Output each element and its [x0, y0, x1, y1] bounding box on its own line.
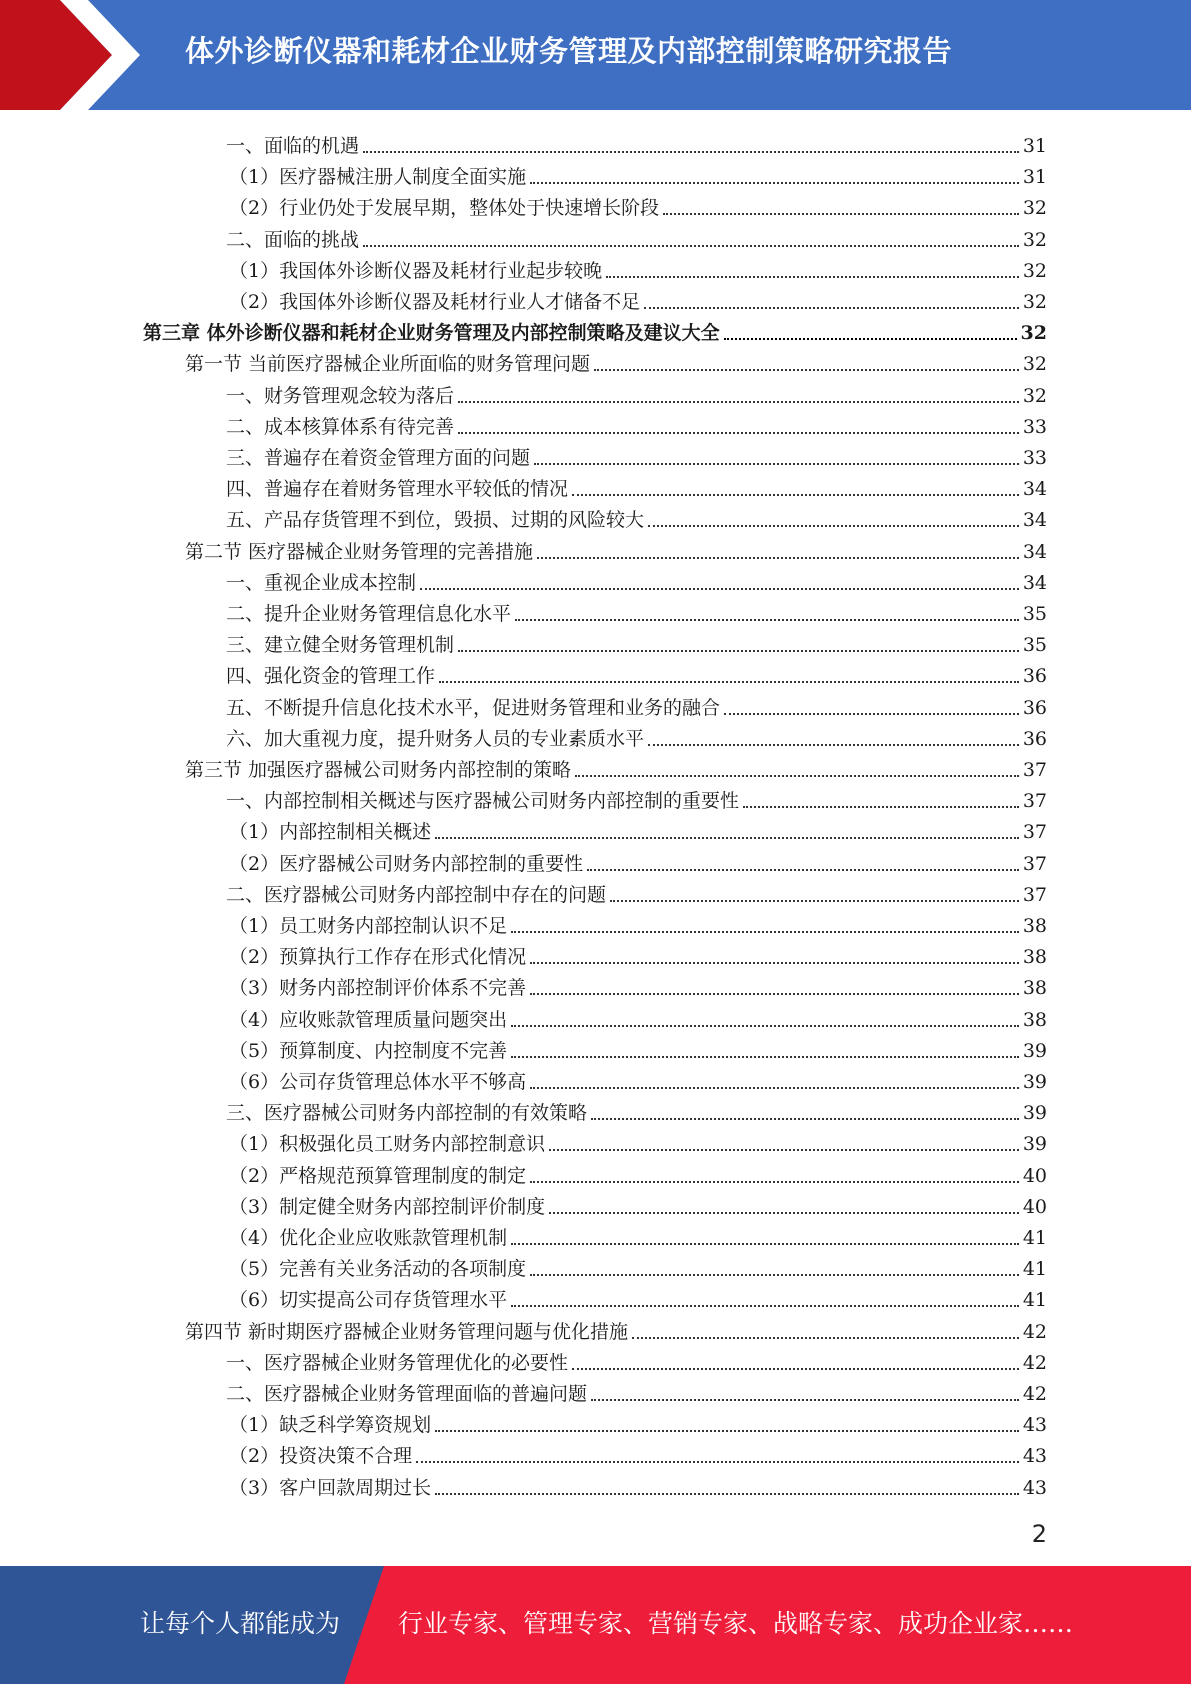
toc-entry[interactable] — [226, 1094, 1047, 1125]
toc-entry[interactable] — [229, 938, 1047, 969]
toc-entry[interactable] — [229, 252, 1047, 283]
toc-entry-label: （3）制定健全财务内部控制评价制度 — [229, 1195, 546, 1218]
toc-entry-label: （2）投资决策不合理 — [229, 1445, 413, 1468]
toc-leader-dots — [632, 1336, 1019, 1339]
toc-entry[interactable] — [226, 720, 1047, 751]
toc-leader-dots — [606, 275, 1019, 278]
toc-entry[interactable] — [229, 1219, 1047, 1250]
toc-leader-dots — [511, 1024, 1019, 1027]
toc-entry-page: 37 — [1022, 759, 1047, 781]
toc-entry[interactable] — [229, 189, 1047, 220]
toc-entry[interactable] — [229, 1406, 1047, 1437]
toc-entry-label: （3）客户回款周期过长 — [229, 1476, 432, 1499]
toc-entry-label: 第二节 医疗器械企业财务管理的完善措施 — [185, 540, 534, 563]
toc-entry-page: 41 — [1022, 1258, 1047, 1281]
toc-entry[interactable] — [226, 408, 1047, 439]
toc-entry[interactable] — [229, 1250, 1047, 1281]
toc-entry-label: 一、医疗器械企业财务管理优化的必要性 — [226, 1351, 569, 1374]
toc-entry-label: 一、财务管理观念较为落后 — [226, 384, 455, 407]
toc-leader-dots — [549, 1148, 1019, 1151]
toc-entry[interactable] — [226, 876, 1047, 907]
report-title: 体外诊断仪器和耗材企业财务管理及内部控制策略研究报告 — [185, 34, 953, 68]
toc-leader-dots — [530, 1086, 1019, 1089]
toc-entry-label: （1）员工财务内部控制认识不足 — [229, 915, 508, 937]
toc-entry-page: 34 — [1022, 509, 1047, 532]
toc-entry-label: （1）积极强化员工财务内部控制意识 — [229, 1133, 546, 1156]
toc-entry[interactable] — [185, 1313, 1047, 1344]
toc-entry-page: 37 — [1022, 883, 1047, 906]
toc-entry-page: 43 — [1022, 1476, 1047, 1499]
toc-leader-dots — [416, 1460, 1019, 1463]
toc-entry-page: 43 — [1022, 1445, 1047, 1468]
toc-entry-label: 一、重视企业成本控制 — [226, 571, 417, 594]
toc-leader-dots — [648, 524, 1019, 527]
toc-entry-label: （2）严格规范预算管理制度的制定 — [229, 1164, 527, 1187]
toc-leader-dots — [439, 680, 1019, 683]
toc-entry-page: 36 — [1022, 665, 1047, 688]
toc-leader-dots — [575, 774, 1019, 777]
toc-leader-dots — [435, 1492, 1019, 1495]
toc-entry[interactable] — [229, 1437, 1047, 1468]
toc-entry[interactable] — [229, 1032, 1047, 1063]
toc-leader-dots — [530, 961, 1019, 964]
toc-entry-label: 五、产品存货管理不到位，毁损、过期的风险较大 — [226, 509, 645, 532]
toc-entry-label: （4）优化企业应收账款管理机制 — [229, 1227, 508, 1249]
toc-entry-page: 31 — [1022, 166, 1047, 189]
toc-entry-page: 36 — [1022, 696, 1047, 719]
toc-leader-dots — [530, 1273, 1019, 1276]
toc-entry-label: 五、不断提升信息化技术水平，促进财务管理和业务的融合 — [226, 696, 721, 719]
toc-leader-dots — [435, 836, 1019, 839]
toc-leader-dots — [363, 244, 1019, 247]
toc-entry-label: 第三节 加强医疗器械公司财务内部控制的策略 — [185, 759, 572, 781]
toc-entry-label: 二、医疗器械公司财务内部控制中存在的问题 — [226, 883, 607, 906]
toc-entry-page: 38 — [1022, 977, 1047, 1000]
toc-entry-page: 32 — [1022, 291, 1047, 313]
toc-entry-page: 35 — [1022, 634, 1047, 657]
footer-slogan-right: 行业专家、管理专家、营销专家、战略专家、成功企业家…… — [398, 1609, 1074, 1638]
toc-entry-label: 第四节 新时期医疗器械企业财务管理问题与优化措施 — [185, 1320, 629, 1343]
toc-entry-page: 41 — [1022, 1289, 1047, 1312]
toc-entry-page: 41 — [1022, 1227, 1047, 1249]
toc-entry-label: （2）我国体外诊断仪器及耗材行业人才储备不足 — [229, 291, 641, 313]
toc-entry-page: 33 — [1022, 447, 1047, 469]
toc-leader-dots — [648, 743, 1019, 746]
toc-entry-page: 37 — [1022, 790, 1047, 813]
toc-leader-dots — [591, 1398, 1019, 1401]
toc-entry[interactable] — [229, 283, 1047, 314]
toc-entry-label: 二、提升企业财务管理信息化水平 — [226, 603, 512, 625]
toc-entry-label: 一、内部控制相关概述与医疗器械公司财务内部控制的重要性 — [226, 790, 740, 813]
toc-entry[interactable] — [229, 845, 1047, 876]
toc-entry-page: 40 — [1022, 1164, 1047, 1187]
toc-entry-page: 38 — [1022, 915, 1047, 937]
toc-entry-page: 34 — [1022, 540, 1047, 563]
toc-entry[interactable] — [229, 813, 1047, 844]
toc-leader-dots — [572, 493, 1019, 496]
toc-entry[interactable] — [226, 1375, 1047, 1406]
toc-leader-dots — [644, 306, 1019, 309]
toc-leader-dots — [724, 337, 1017, 340]
toc-entry-page: 42 — [1022, 1351, 1047, 1374]
toc-entry[interactable] — [229, 1001, 1047, 1032]
toc-entry-page: 42 — [1022, 1383, 1047, 1405]
toc-entry-page: 36 — [1022, 727, 1047, 750]
toc-entry[interactable] — [143, 314, 1047, 345]
toc-entry-page: 32 — [1022, 197, 1047, 220]
toc-entry-label: （2）医疗器械公司财务内部控制的重要性 — [229, 852, 584, 875]
toc-entry-label: （5）完善有关业务活动的各项制度 — [229, 1258, 527, 1281]
toc-entry[interactable] — [226, 470, 1047, 501]
toc-entry-page: 31 — [1022, 135, 1047, 157]
toc-entry-label: 第三章 体外诊断仪器和耗材企业财务管理及内部控制策略及建议大全 — [143, 322, 720, 345]
toc-entry-page: 39 — [1022, 1039, 1047, 1062]
toc-leader-dots — [458, 400, 1019, 403]
toc-entry[interactable] — [229, 1281, 1047, 1312]
toc-entry-page: 32 — [1022, 353, 1047, 376]
toc-entry-page: 35 — [1022, 603, 1047, 625]
toc-leader-dots — [435, 1429, 1019, 1432]
toc-entry-label: 三、医疗器械公司财务内部控制的有效策略 — [226, 1102, 588, 1125]
toc-entry[interactable] — [229, 1469, 1047, 1500]
toc-leader-dots — [511, 930, 1019, 933]
toc-entry[interactable] — [226, 1344, 1047, 1375]
toc-leader-dots — [594, 368, 1019, 371]
toc-entry-page: 32 — [1022, 384, 1047, 407]
toc-entry[interactable] — [229, 907, 1047, 938]
toc-entry[interactable] — [226, 127, 1047, 158]
footer-banner — [0, 1566, 1191, 1684]
toc-entry[interactable] — [185, 533, 1047, 564]
toc-entry-label: 四、强化资金的管理工作 — [226, 665, 436, 688]
toc-leader-dots — [549, 1211, 1019, 1214]
toc-entry-page: 43 — [1022, 1414, 1047, 1437]
toc-entry-label: （2）预算执行工作存在形式化情况 — [229, 946, 527, 969]
toc-entry[interactable] — [229, 1063, 1047, 1094]
toc-entry-page: 39 — [1022, 1071, 1047, 1093]
toc-entry-label: 二、面临的挑战 — [226, 228, 360, 251]
toc-entry[interactable] — [226, 626, 1047, 657]
toc-entry[interactable] — [226, 595, 1047, 626]
toc-entry-label: 一、面临的机遇 — [226, 135, 360, 157]
toc-entry-page: 32 — [1022, 259, 1047, 282]
toc-entry[interactable] — [226, 657, 1047, 688]
toc-leader-dots — [587, 868, 1019, 871]
header-banner — [0, 0, 1191, 110]
toc-entry-label: （4）应收账款管理质量问题突出 — [229, 1008, 508, 1031]
toc-entry-label: 二、成本核算体系有待完善 — [226, 415, 455, 438]
toc-entry-page: 37 — [1022, 821, 1047, 844]
toc-entry-label: 六、加大重视力度，提升财务人员的专业素质水平 — [226, 727, 645, 750]
toc-entry-page: 33 — [1022, 415, 1047, 438]
toc-entry-label: 二、医疗器械企业财务管理面临的普遍问题 — [226, 1383, 588, 1405]
toc-leader-dots — [420, 587, 1019, 590]
toc-leader-dots — [610, 899, 1019, 902]
toc-entry-label: （2）行业仍处于发展早期，整体处于快速增长阶段 — [229, 197, 660, 220]
toc-entry[interactable] — [226, 689, 1047, 720]
toc-entry-label: 四、普遍存在着财务管理水平较低的情况 — [226, 478, 569, 501]
toc-entry-page: 38 — [1022, 946, 1047, 969]
toc-leader-dots — [511, 1304, 1019, 1307]
toc-entry-page: 38 — [1022, 1008, 1047, 1031]
toc-leader-dots — [591, 1117, 1019, 1120]
toc-entry[interactable] — [229, 158, 1047, 189]
toc-entry[interactable] — [229, 1157, 1047, 1188]
toc-entry-label: 第一节 当前医疗器械企业所面临的财务管理问题 — [185, 353, 591, 376]
toc-leader-dots — [537, 556, 1019, 559]
toc-leader-dots — [530, 181, 1019, 184]
toc-entry[interactable] — [226, 221, 1047, 252]
toc-leader-dots — [458, 649, 1019, 652]
toc-entry-page: 39 — [1022, 1133, 1047, 1156]
toc-entry[interactable] — [185, 345, 1047, 376]
toc-leader-dots — [511, 1242, 1019, 1245]
toc-entry-label: 三、建立健全财务管理机制 — [226, 634, 455, 657]
toc-entry-label: （1）内部控制相关概述 — [229, 821, 432, 844]
page-number: 2 — [1031, 1520, 1047, 1548]
toc-leader-dots — [515, 618, 1019, 621]
toc-entry-page: 32 — [1022, 228, 1047, 251]
toc-entry-page: 42 — [1022, 1320, 1047, 1343]
toc-entry[interactable] — [229, 969, 1047, 1000]
toc-leader-dots — [724, 712, 1019, 715]
toc-entry[interactable] — [185, 751, 1047, 782]
toc-leader-dots — [534, 462, 1019, 465]
toc-leader-dots — [530, 992, 1019, 995]
toc-entry[interactable] — [226, 782, 1047, 813]
toc-leader-dots — [363, 150, 1019, 153]
toc-entry-page: 37 — [1022, 852, 1047, 875]
toc-leader-dots — [663, 212, 1019, 215]
toc-entry[interactable] — [226, 564, 1047, 595]
toc-entry[interactable] — [226, 377, 1047, 408]
toc-entry-label: （6）切实提高公司存货管理水平 — [229, 1289, 508, 1312]
toc-entry-label: 三、普遍存在着资金管理方面的问题 — [226, 447, 531, 469]
toc-entry-label: （1）医疗器械注册人制度全面实施 — [229, 166, 527, 189]
toc-leader-dots — [530, 1180, 1019, 1183]
toc-entry[interactable] — [229, 1188, 1047, 1219]
toc-entry-page: 40 — [1022, 1195, 1047, 1218]
toc-entry-label: （1）我国体外诊断仪器及耗材行业起步较晚 — [229, 259, 603, 282]
toc-entry-label: （6）公司存货管理总体水平不够高 — [229, 1071, 527, 1093]
toc-leader-dots — [572, 1367, 1019, 1370]
toc-entry-page: 39 — [1022, 1102, 1047, 1125]
toc-entry-page: 34 — [1022, 478, 1047, 501]
toc-entry-label: （1）缺乏科学筹资规划 — [229, 1414, 432, 1437]
toc-entry-label: （3）财务内部控制评价体系不完善 — [229, 977, 527, 1000]
toc-leader-dots — [458, 431, 1019, 434]
toc-entry[interactable] — [226, 501, 1047, 532]
toc-entry[interactable] — [226, 439, 1047, 470]
toc-entry-page: 34 — [1022, 571, 1047, 594]
toc-leader-dots — [743, 805, 1019, 808]
toc-entry[interactable] — [229, 1125, 1047, 1156]
toc-entry-page: 32 — [1020, 322, 1047, 345]
toc-entry-label: （5）预算制度、内控制度不完善 — [229, 1039, 508, 1062]
toc-leader-dots — [511, 1055, 1019, 1058]
footer-slogan-left: 让每个人都能成为 — [140, 1609, 341, 1638]
